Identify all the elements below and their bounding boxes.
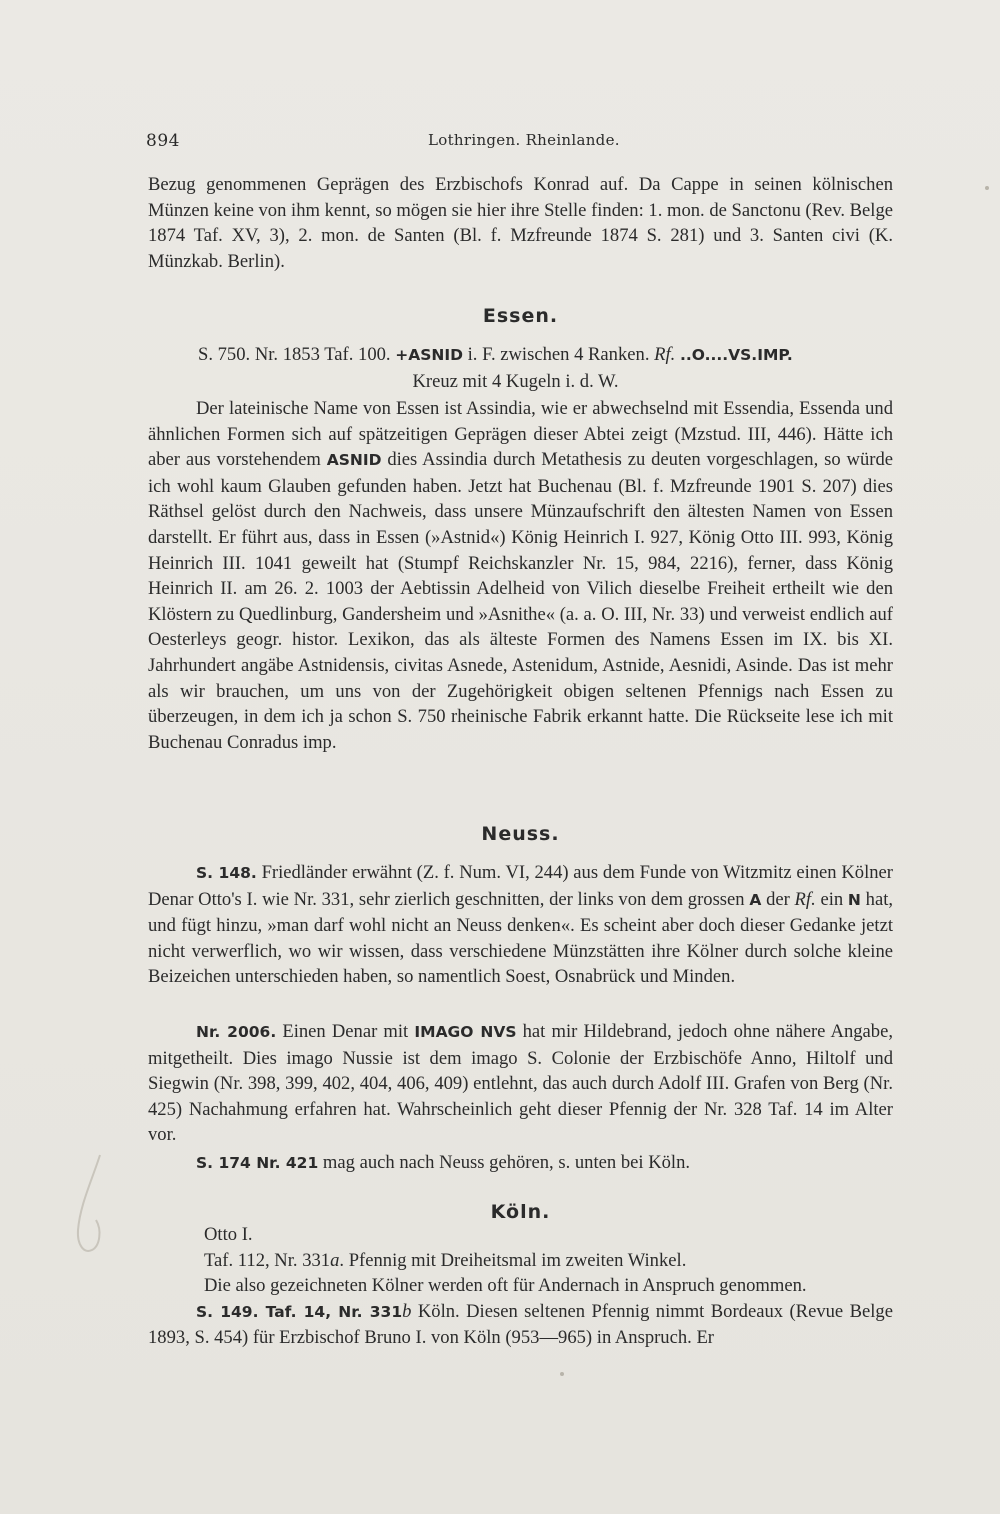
neuss-p1-rf: Rf. bbox=[794, 888, 816, 910]
neuss-p1-text-b: der bbox=[766, 888, 790, 910]
neuss-p1-letter-a: A bbox=[749, 890, 762, 909]
essen-entry-line1 bbox=[198, 342, 893, 369]
essen-discussion-paragraph bbox=[148, 396, 893, 755]
page-number: 894 bbox=[146, 131, 180, 151]
koeln-p-variant: b bbox=[402, 1300, 412, 1322]
essen-entry-description: i. F. zwischen 4 Ranken. bbox=[467, 344, 650, 365]
neuss-paragraph-3 bbox=[148, 1150, 893, 1177]
koeln-line1-ref: Taf. 112, Nr. 331 bbox=[204, 1249, 331, 1271]
page-spot bbox=[985, 186, 989, 190]
pencil-mark bbox=[70, 1150, 110, 1260]
neuss-p1-text-c: ein bbox=[820, 888, 844, 910]
neuss-p1-text-a: Friedländer erwähnt (Z. f. Num. VI, 244) aus dem Funde von Witzmitz einen Kölner Denar Otto's I. wie Nr. 331, sehr zierlich geschnitten, der links von dem grossen bbox=[148, 862, 893, 910]
running-head: Lothringen. Rheinlande. bbox=[428, 131, 620, 149]
koeln-line-2: Die also gezeichneten Kölner werden oft für Andernach in Anspruch genommen. bbox=[204, 1275, 807, 1297]
neuss-p2-legend: IMAGO NVS bbox=[414, 1023, 517, 1041]
neuss-paragraph-2 bbox=[148, 1019, 893, 1148]
koeln-p-ref: S. 149. Taf. 14, Nr. 331 bbox=[196, 1302, 403, 1321]
neuss-p2-text-b: hat mir Hildebrand, jedoch ohne nähere Angabe, mitgetheilt. Dies imago Nussie ist dem imago S. Colonie der Erzbischöfe Anno, Hiltolf und Siegwin (Nr. 398, 399, 402, 404, 406, 409) entlehnt, das auch durch Adolf III. Grafen von Berg (Nr. 425) Nachahmung erfahren hat. Wahrscheinlich geht dieser Pfennig der Nr. 328 Taf. 14 im Alter vor. bbox=[148, 1021, 893, 1146]
neuss-p2-ref: Nr. 2006. bbox=[196, 1023, 277, 1041]
essen-entry-line2: Kreuz mit 4 Kugeln i. d. W. bbox=[412, 370, 619, 392]
neuss-p2-text-a: Einen Denar mit bbox=[282, 1021, 409, 1042]
koeln-paragraph bbox=[148, 1299, 893, 1351]
essen-reverse-marker: Rf. bbox=[654, 344, 676, 365]
intro-paragraph: Bezug genommenen Geprägen des Erzbischofs Konrad auf. Da Cappe in seinen kölnischen Münzen keine von ihm kennt, so mögen sie hier ihre Stelle finden: 1. mon. de Sanctonu (Rev. Belge 1874 Taf. XV, 3), 2. mon. de Santen (Bl. f. Mzfreunde 1874 S. 281) und 3. Santen civi (K. Münzkab. Berlin). bbox=[148, 174, 893, 272]
koeln-section bbox=[148, 1222, 893, 1351]
essen-coin-entry bbox=[148, 342, 893, 394]
koeln-p-text: Köln. Diesen seltenen Pfennig nimmt Bordeaux (Revue Belge 1893, S. 454) für Erzbischof Bruno I. von Köln (953—965) in Anspruch. Er bbox=[148, 1300, 893, 1349]
essen-para-part-b: dies Assindia durch Metathesis zu deuten vorgeschlagen, so würde ich wohl kaum Glauben gefunden haben. Jetzt hat Buchenau (Bl. f. Mzfreunde 1901 S. 207) dies Räthsel gelöst durch den Nachweis, dass unsere Münzaufschrift den ältesten Namen von Essen darstellt. Er führt aus, dass in Essen (»Astnid«) König Heinrich I. 927, König Otto III. 993, König Heinrich III. 1041 geweilt hat (Stumpf Reichskanzler Nr. 15, 984, 2216), ferner, dass König Heinrich II. am 26. 2. 1003 der Aebtissin Adelheid von Vilich dieselbe Freiheit ertheilt wie den Klöstern zu Quedlinburg, Gandersheim und »Asnithe« (a. a. O. III, Nr. 33) und verweist endlich auf Oesterleys geogr. histor. Lexikon, das als älteste Formen des Namens Essen im IX. bis XI. Jahrhundert angäbe Astnidensis, civitas Asnede, Astenidum, Astnide, Aesnidi, Asinde. Das ist mehr als wir brauchen, um uns von der Zugehörigkeit obigen seltenen Pfennigs nach Essen zu überzeugen, in dem ich ja schon S. 750 rheinische Fabrik erkannt hatte. Die Rückseite lese ich mit Buchenau Conradus imp. bbox=[148, 449, 893, 753]
neuss-p1-ref: S. 148. bbox=[196, 864, 257, 882]
section-heading-essen: Essen. bbox=[482, 305, 559, 327]
essen-entry-ref: S. 750. Nr. 1853 Taf. 100. bbox=[198, 344, 391, 365]
koeln-ruler: Otto I. bbox=[204, 1224, 253, 1245]
neuss-paragraph-1 bbox=[148, 860, 893, 990]
neuss-p3-text: mag auch nach Neuss gehören, s. unten bei Köln. bbox=[322, 1152, 691, 1173]
section-heading-neuss: Neuss. bbox=[481, 823, 560, 845]
essen-reverse-legend: ..O....VS.IMP. bbox=[679, 346, 793, 364]
koeln-line-1 bbox=[148, 1248, 893, 1274]
page-spot bbox=[560, 1372, 564, 1376]
essen-para-part-a: Der lateinische Name von Essen ist Assindia, wie er abwechselnd mit Essendia, Essenda und ähnlichen Formen sich auf spätzeitigen Geprägen dieser Abtei zeigt (Mzstud. III, 446). Hätte ich aber aus vorstehendem bbox=[148, 398, 893, 471]
neuss-p1-letter-n: N bbox=[847, 890, 861, 909]
essen-obverse-legend: +ASNID bbox=[395, 346, 463, 364]
essen-para-legend: ASNID bbox=[326, 451, 382, 470]
section-heading-koeln: Köln. bbox=[490, 1201, 551, 1223]
neuss-p1-text-d: hat, und fügt hinzu, »man darf wohl nicht an Neuss denken«. Es scheint aber doch dieser Gedanke jetzt nicht verwerflich, wo wir wissen, dass verschiedene Münzstätten ihre Kölner durch solche kleine Beizeichen unterschieden haben, so namentlich Soest, Osnabrück und Minden. bbox=[148, 888, 894, 988]
neuss-p3-ref: S. 174 Nr. 421 bbox=[196, 1154, 319, 1172]
koeln-line1-text: . Pfennig mit Dreiheitsmal im zweiten Winkel. bbox=[339, 1249, 687, 1271]
koeln-line1-variant: a bbox=[330, 1249, 340, 1271]
